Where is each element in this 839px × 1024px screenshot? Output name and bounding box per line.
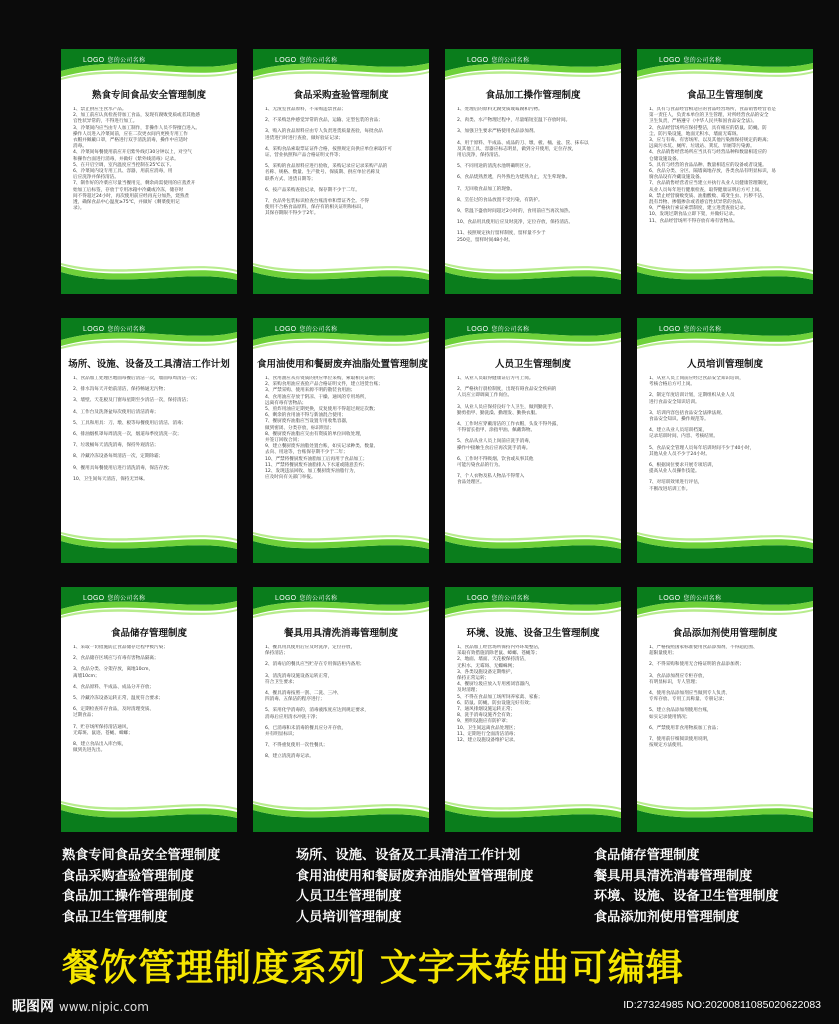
- panel-text-line: 用后洗净，保持清洁。: [457, 153, 503, 159]
- panel-text-line: 间不得超过24小时，再次使用前应经再充分加热，烧熟煮: [73, 193, 190, 199]
- panel-text-line: 6、排油烟机罩每周清洗一次，烟道每季度清洗一次；: [73, 432, 182, 438]
- panel-text-line: 4、食品原料、半成品、成品分开存放；: [73, 684, 155, 690]
- logo-text: LOGO: [83, 595, 105, 602]
- panel-text-line: 4、餐具消毒按照一刮、二洗、三冲、: [265, 691, 342, 697]
- panel-text-line: 后应洗净并保持清洁。: [73, 175, 119, 181]
- panel-text-line: 专库存放、专用工具称量、专册记录；: [649, 697, 728, 703]
- panel-text-line: 8、烹任过的食品放置不受污染，有防护。: [457, 197, 543, 203]
- panel-text-line: 及时清理；: [457, 688, 480, 694]
- company-name-text: 您的公司名称: [683, 58, 722, 64]
- panel-text-line: 5、煎炸用油应定期更换，反复使用不得超过规定次数；: [265, 407, 379, 413]
- panel-text-line: 离墙10cm；: [73, 673, 100, 679]
- panel-title: 食品采购查验管理制度: [293, 90, 389, 101]
- panel-text-line: 腐食品设有冷藏设施设备。: [649, 175, 705, 181]
- panel-text-line: 如实记录使用情况；: [649, 714, 691, 720]
- policy-panel: [61, 318, 237, 563]
- footer-wave-graphic: [445, 254, 621, 294]
- panel-text-line: 3、应与有毒、有害场所、以及其他污染源保持规定的距离；: [649, 138, 772, 144]
- panel-text-line: 尘、防污染设施，地面无积水，墙面无霉斑。: [649, 131, 741, 137]
- panel-text-line: 按规定方法使用。: [649, 743, 686, 749]
- title-list-item: 人员培训管理制度: [296, 909, 402, 925]
- panel-logo: [659, 324, 721, 333]
- panel-text-line: 食品安全知识、操作规范等。: [649, 417, 709, 423]
- panel-text-line: 进货进行时进行查验，做好验证记录；: [265, 135, 344, 141]
- panel-logo: [467, 593, 529, 602]
- panel-text-line: 5、不得在食品加工场所饲养家禽、家畜；: [457, 694, 543, 700]
- panel-text-line: 11、食品经营场所不得存放有毒有害物品。: [649, 218, 738, 224]
- panel-text-line: 符合卫生要求；: [265, 679, 298, 685]
- panel-text-line: 录》。: [73, 206, 85, 212]
- panel-text-line: 12、建立设施设备维护记录。: [457, 738, 518, 744]
- panel-text-line: 6、严禁使用非食用物质加工食品；: [649, 725, 721, 731]
- panel-text-line: 使用不合格食品原料，保存有的相关证明和标识，: [265, 205, 367, 211]
- panel-logo: [659, 55, 721, 64]
- panel-text-line: 11、严禁将餐厨废弃油脂排入下水道或随意丢弃；: [265, 462, 368, 468]
- panel-text-line: 4、使用食品添加剂应当做到专人负责、: [649, 691, 731, 697]
- company-name-text: 您的公司名称: [491, 596, 530, 602]
- panel-logo: [83, 324, 145, 333]
- panel-text-line: 2、严格执行晨检制度，出现有碍食品安全疾病的: [457, 387, 557, 393]
- panel-title: 人员卫生管理制度: [494, 359, 571, 370]
- panel-text-line: 6、防鼠、防蝇、防虫设施完好有效；: [457, 700, 534, 706]
- panel-text-line: 2、地面、墙面、天花板保持清洁，: [457, 657, 529, 663]
- title-list-item: 食品采购查验管理制度: [62, 868, 194, 884]
- panel-text-line: 考核合格后方可上岗。: [649, 382, 695, 388]
- panel-text-line: 1、食品加工处理区地面每餐后清洁一次，墙面每周清洁一次；: [73, 376, 200, 381]
- panel-text-line: 7、对培训效果进行评估，: [649, 480, 703, 486]
- logo-text: LOGO: [275, 57, 297, 64]
- panel-text-line: 应及时向有关部门举报。: [265, 475, 316, 481]
- panel-text-line: 始加工后标签，存放于专用冰箱中冷藏或冷冻，储存时: [73, 187, 184, 193]
- panel-text-line: 5、冷藏冷冻设备运转正常，温度符合要求；: [73, 696, 164, 702]
- panel-title: 熟食专间食品安全管理制度: [91, 90, 206, 101]
- panel-text-line: 不断改进培训工作。: [649, 486, 691, 492]
- company-name-text: 您的公司名称: [107, 596, 146, 602]
- panel-text-line: 4、食品销售经营场所应当具有与经营品种和数量相适应的: [649, 150, 767, 156]
- panel-text-line: 3、培训内容包括食品安全法律法规、: [649, 410, 726, 416]
- title-list-item: 食用油使用和餐厨废弃油脂处置管理制度: [296, 868, 534, 884]
- logo-text: LOGO: [659, 326, 681, 333]
- panel-text-line: 仓储设施设备。: [649, 156, 682, 162]
- company-name-text: 您的公司名称: [491, 327, 530, 333]
- panel-text-line: 5、不同用途的清洗水池明确明区分。: [457, 164, 534, 170]
- panel-text-line: 7、食品外包装标识检查台账清单和票证齐全。不得: [265, 199, 369, 205]
- panel-text-line: 4、工作台及洗涤盆每次使用后清洁消毒；: [73, 409, 159, 415]
- panel-text-line: 和操作台面进行消毒，并做好《紫外线消毒》记录。: [73, 156, 179, 162]
- panel-body: [265, 376, 419, 519]
- panel-text-line: 4、食用油应存放于阴凉、干燥、通风的专用场所，: [265, 394, 369, 400]
- panel-text-line: 保持清洁；: [265, 651, 288, 657]
- footer-wave-graphic: [253, 792, 429, 832]
- panel-text-line: 4、工作时应穿戴清洁的工作衣帽，头发不得外露，: [457, 422, 561, 428]
- panel-logo: [83, 55, 145, 64]
- policy-panel: [637, 49, 813, 294]
- footer-wave-graphic: [253, 254, 429, 294]
- panel-body: [649, 376, 803, 519]
- panel-text-line: 2、消毒后的餐具应当贮存在专用保洁柜内备用；: [265, 662, 365, 668]
- panel-text-line: 9、照明设施应有防护罩；: [457, 719, 511, 725]
- footer-wave-graphic: [445, 792, 621, 832]
- panel-text-line: 7、使用前仔细阅读使用说明，: [649, 737, 712, 743]
- logo-text: LOGO: [83, 326, 105, 333]
- company-name-text: 您的公司名称: [107, 58, 146, 64]
- panel-text-line: 9、严格执行索证索票制度，建立进货查验记录。: [649, 206, 749, 212]
- panel-body: [265, 107, 419, 250]
- panel-text-line: 3、食品分类、分架存放，离地10cm，: [73, 667, 154, 673]
- panel-text-line: 5、食品从业人员上岗前应洗手消毒，: [457, 439, 534, 445]
- panel-text-line: 5、食品安全管理人员每年培训时间不少于40小时，: [649, 445, 755, 451]
- logo-text: LOGO: [467, 57, 489, 64]
- panel-text-line: 1、无渣室食品原料，不采购违禁食品；: [265, 107, 347, 112]
- panel-text-line: 7、食品销售经营者应当建立并执行从业人员健康管理制度，: [649, 181, 772, 187]
- title-list-item: 食品添加剂使用管理制度: [594, 909, 740, 925]
- watermark-brand: 昵图网: [12, 999, 54, 1015]
- panel-text-line: 7、通风排烟设施运转正常；: [457, 707, 516, 713]
- policy-panel: [61, 587, 237, 832]
- company-name-text: 您的公司名称: [683, 596, 722, 602]
- panel-text-line: 10、发现过期食品立即下架，并做好记录。: [649, 212, 738, 218]
- panel-text-line: 采取有效措施消除老鼠、蟑螂、苍蝇等；: [457, 651, 540, 657]
- policy-panel: [61, 49, 237, 294]
- company-name-text: 您的公司名称: [683, 327, 722, 333]
- panel-text-line: 并有明显标识；: [265, 732, 298, 738]
- panel-text-line: 4、冷菜间每餐使用前应开启紫外线灯30分钟以上，对空气: [73, 150, 193, 156]
- logo-text: LOGO: [659, 57, 681, 64]
- panel-text-line: 8、禁止经营腐败变质、油脂酸败、霉变生虫、污秽不洁、: [649, 193, 767, 199]
- title-list-item: 环境、设施、设备卫生管理制度: [594, 889, 779, 904]
- panel-text-line: 勤剪指甲、勤洗澡、勤理发、勤换衣服。: [457, 410, 540, 416]
- panel-text-line: 11、按照规定执行留样制度，留样量不少于: [457, 231, 546, 237]
- panel-text-line: 6、已消毒和未消毒的餐具应分开存放，: [265, 725, 347, 731]
- panel-title: 餐具用具清洗消毒管理制度: [283, 628, 398, 639]
- panel-text-line: 5、在开启空调，室内温度应当控制在25℃以下。: [73, 162, 175, 168]
- policy-panel: [253, 587, 429, 832]
- title-list-col-2: [296, 846, 533, 928]
- panel-text-line: 8、建立清洗消毒记录。: [265, 754, 314, 760]
- policy-panel: [445, 318, 621, 563]
- panel-text-line: 6、食品分类、分区、隔墙离地存放，各类食品有明显标识，易: [649, 169, 776, 175]
- panel-text-line: 2、采购食用油应查验产品合格证明文件，建立进货台账；: [265, 382, 383, 388]
- panel-text-line: 1、采取一切措施防止食品储存过程中被污染；: [73, 645, 168, 650]
- panel-text-line: 3、严禁采购、使用来源不明的散装食用油；: [265, 388, 356, 394]
- logo-text: LOGO: [659, 595, 681, 602]
- panel-text-line: 超限量使用；: [649, 651, 677, 657]
- panel-title: 食用油使用和餐厨废弃油脂处置管理制度: [257, 359, 429, 370]
- panel-text-line: 3、各类设施设备定期维护，: [457, 669, 516, 675]
- panel-text-line: 4、建立从业人员培训档案，: [649, 428, 708, 434]
- panel-text-line: 有明显标识，专人管理；: [649, 679, 700, 685]
- panel-text-line: 四消毒、五保洁的程序进行；: [265, 697, 325, 703]
- panel-logo: [275, 593, 337, 602]
- panel-text-line: 5、具有与经营的食品品种、数量相适应的设备或者设施。: [649, 162, 767, 168]
- panel-text-line: 8、冷藏冷冻设备每周清洁一次，定期除霜；: [73, 454, 164, 460]
- panel-text-line: 5、采用化学消毒的，消毒液浓度应达到规定要求，: [265, 708, 369, 714]
- panel-text-line: 3、清洗消毒设施设备运转正常，: [265, 673, 333, 679]
- panel-text-line: 1、禁止供应生食水产品。: [73, 107, 127, 112]
- panel-logo: [659, 593, 721, 602]
- panel-text-line: 3、墙壁、天花板及门窗每星期至少清洁一次，保持清洁；: [73, 398, 191, 404]
- panel-text-line: 9、常温下盛放时间超过2小时的，食用前应当再次加热。: [457, 209, 574, 215]
- panel-text-line: 透，确保食品中心温度≥75℃，并做好《剩菜使用记: [73, 200, 180, 206]
- policy-panel: [445, 587, 621, 832]
- title-list-item: 餐具用具清洗消毒管理制度: [594, 868, 753, 884]
- panel-text-line: 1、处理后的原料无腐变质或霉腐和污物。: [457, 107, 543, 112]
- panel-body: [73, 376, 227, 519]
- panel-text-line: 食品处理区。: [457, 480, 485, 486]
- panel-title: 人员培训管理制度: [686, 359, 763, 370]
- panel-logo: [467, 324, 529, 333]
- panel-text-line: 进行食品安全知识培训。: [649, 399, 700, 405]
- panel-text-line: 10、食品用具使用后应及时洗净，定位存放，保持清洁。: [457, 220, 574, 226]
- panel-text-line: 3、食品添加剂应专柜存放，: [649, 673, 708, 679]
- panel-text-line: 消毒。: [73, 144, 87, 150]
- footer-wave-graphic: [637, 523, 813, 563]
- title-list-item: 食品储存管理制度: [594, 848, 700, 863]
- panel-title: 食品储存管理制度: [110, 628, 187, 639]
- panel-text-line: 6、定期检查库存食品，及时清理变质、: [73, 707, 155, 713]
- panel-text-line: 混有异物、掺假掺杂或者感官性状异常的食品。: [649, 200, 746, 206]
- panel-text-line: 远离有毒有害物品；: [265, 400, 307, 406]
- panel-text-line: 5、工具和用具：刀、墩、板等每餐使用后清洁、消毒；: [73, 420, 187, 426]
- panel-title: 食品加工操作管理制度: [485, 90, 581, 101]
- panel-text-line: 并签订回收合同；: [265, 438, 302, 444]
- panel-text-line: 2、食品经营场所应保持整洁，具有相应的防鼠、防蝇、防: [649, 125, 767, 131]
- title-list-col-1: [62, 846, 220, 928]
- panel-text-line: 11、定期进行全面清洁消毒；: [457, 731, 518, 737]
- logo-text: LOGO: [467, 326, 489, 333]
- panel-text-line: 2、不采购急仲感觉异常的食品，运输、定型包装的食品；: [265, 118, 383, 124]
- panel-logo: [83, 593, 145, 602]
- panel-text-line: 7、制作好的冷菜应尽量当餐用完，剩余尚需使用的应蒸煮开: [73, 181, 196, 187]
- panel-text-line: 远离污水坑、厕所、垃圾站、粪坑、旱厕等污染源。: [649, 144, 755, 150]
- panel-text-line: 7、个人衣物及私人物品不得带入: [457, 474, 525, 480]
- panel-text-line: 1、从业人员上岗前应经过食品安全知识培训，: [649, 376, 744, 381]
- panel-text-line: 名称、规格、数量、生产批号、保质期、供应单位名称及: [265, 170, 380, 176]
- panel-text-line: 1、食用油应从有资质的供应单位采购，索取相关证明；: [265, 376, 379, 381]
- footer-wave-graphic: [253, 523, 429, 563]
- panel-text-line: 衣帽并佩戴口罩，严格进行双手清洗消毒，操作中应适时: [73, 138, 188, 144]
- panel-text-line: 7、餐厨废弃油脂应当设置专用收集容器，: [265, 419, 351, 425]
- panel-text-line: 4、采购食品索取票证证件合格，按照规定向供应单位索取许可: [265, 146, 392, 152]
- panel-text-line: 250克，留样时间48小时。: [457, 237, 513, 243]
- policy-panel: [253, 49, 429, 294]
- panel-text-line: 9、餐用具每餐使用后进行清洗消毒，保洁存放；: [73, 465, 173, 471]
- footer-wave-graphic: [61, 792, 237, 832]
- panel-text-line: 7、贮存场所保持清洁通风，: [73, 724, 132, 730]
- policy-panel: [253, 318, 429, 563]
- title-list-item: 人员卫生管理制度: [296, 889, 402, 904]
- title-list-item: 食品卫生管理制度: [62, 909, 168, 925]
- logo-text: LOGO: [275, 595, 297, 602]
- panel-text-line: 无霉斑、鼠迹、苍蝇、蟑螂；: [73, 730, 133, 736]
- panel-text-line: 官性状异常的，不得进行加工。: [73, 119, 138, 125]
- panel-text-line: 可能污染食品的行为。: [457, 463, 503, 469]
- panel-text-line: 6、食品烧熟煮透，内外熟色为烧熟为止，无生荤现象。: [457, 175, 571, 181]
- logo-text: LOGO: [467, 595, 489, 602]
- panel-text-line: 证、营业执照和产品合格证明文件等；: [265, 153, 344, 159]
- panel-text-line: 3、从业人员应保持良好个人卫生，做到勤洗手、: [457, 404, 557, 410]
- panel-body: [457, 376, 611, 519]
- panel-text-line: 其他从业人员不少于24小时。: [649, 451, 710, 457]
- footer-wave-graphic: [445, 523, 621, 563]
- panel-text-line: 1、严格按照国家标准使用食品添加剂，不得超范围、: [649, 645, 758, 650]
- panel-text-line: 无积水、无霉斑、无蜘蛛网；: [457, 663, 517, 669]
- panel-title: 食品卫生管理制度: [686, 90, 763, 101]
- panel-text-line: 6、冷菜间内设专用工具、容器，用前应消毒，用: [73, 169, 173, 175]
- panel-body: [649, 107, 803, 250]
- watermark-site: www.nipic.com: [58, 1000, 149, 1014]
- panel-text-line: 2、肉类、水产物理过程中，尽量缩短室温下存放时间。: [457, 118, 571, 124]
- panel-text-line: 1、餐具用具使用后应及时洗净，定位存放，: [265, 645, 356, 650]
- panel-text-line: 8、建立食品出入库台账，: [73, 742, 127, 748]
- panel-title: 食品添加剂使用管理制度: [672, 628, 778, 639]
- panel-text-line: 6、剩余的食用油不得与新油混合使用；: [265, 413, 347, 419]
- panel-text-line: 操作人员进入冷菜间前，应在二次更衣间内更换专用工作: [73, 131, 188, 137]
- panel-text-line: 9、建立餐厨废弃油脂处置台账，如实记录种类、数量、: [265, 444, 379, 450]
- panel-text-line: 保持正常运转；: [457, 676, 490, 682]
- logo-text: LOGO: [275, 326, 297, 333]
- panel-title: 场所、设施、设备及工具清洁工作计划: [68, 359, 230, 370]
- title-list-item: 食品加工操作管理制度: [62, 889, 194, 904]
- panel-text-line: 其保存期限不得少于2年。: [265, 211, 319, 217]
- panel-text-line: 7、无回收食品加工的现象。: [457, 186, 516, 192]
- panel-text-line: 2、食品储存区域应与有毒有害物品隔离；: [73, 656, 159, 662]
- panel-body: [265, 645, 419, 788]
- panel-logo: [275, 55, 337, 64]
- footer-wave-graphic: [637, 254, 813, 294]
- footer-wave-graphic: [61, 254, 237, 294]
- panel-text-line: 7、垃圾桶每天清洗消毒，保持外观清洁；: [73, 443, 159, 449]
- panel-text-line: 12、发现违法回收、加工餐厨废弃油脂行为，: [265, 469, 359, 475]
- panel-text-line: 消毒后应用清水冲洗干净；: [265, 714, 321, 720]
- panel-text-line: 1、具有与食品经营相适应的食品经营场所，食品销售经营者是: [649, 107, 776, 112]
- title-list-item: 熟食专间食品安全管理制度: [62, 848, 221, 863]
- panel-text-line: 4、用于原料、半成品、成品的刀、墩、板、桶、盆、筐、抹布以: [457, 140, 589, 146]
- panel-text-line: 7、不得重复使用一次性餐具；: [265, 743, 328, 749]
- title-list-col-3: [594, 846, 779, 928]
- panel-text-line: 6、工作时不得吸烟、饮食或从事其他: [457, 456, 534, 462]
- panel-body: [73, 645, 227, 788]
- company-name-text: 您的公司名称: [107, 327, 146, 333]
- panel-text-line: 10、卫生间远离食品处理区；: [457, 725, 518, 731]
- panel-logo: [275, 324, 337, 333]
- logo-text: LOGO: [83, 57, 105, 64]
- footer-wave-graphic: [61, 523, 237, 563]
- panel-text-line: 10、卫生间每天清洁，保持无异味。: [73, 476, 148, 482]
- panel-body: [649, 645, 803, 788]
- panel-title: 环境、设施、设备卫生管理制度: [466, 628, 600, 639]
- panel-text-line: 卫生负责，严格遵守《中华人民共和国食品安全法》。: [649, 119, 757, 125]
- company-name-text: 您的公司名称: [491, 58, 530, 64]
- policy-panel: [637, 587, 813, 832]
- panel-text-line: 6、按产品采购查验记录，保存期不少于二年。: [265, 187, 360, 193]
- panel-text-line: 10、严禁将餐厨废弃油脂加工后再用于食品加工；: [265, 456, 368, 462]
- panel-body: [73, 107, 227, 250]
- panel-text-line: 6、根据岗位要求开展专项培训，: [649, 463, 717, 469]
- panel-text-line: 提高从业人员操作技能。: [649, 469, 700, 475]
- panel-text-line: 8、餐厨废弃油脂应交由有资质的单位回收处理，: [265, 431, 365, 437]
- panel-text-line: 1、从业人员取得健康证后方可上岗。: [457, 376, 534, 381]
- panel-text-line: 做到密闭、分类存放，标识明显；: [265, 425, 334, 431]
- company-name-text: 您的公司名称: [299, 596, 338, 602]
- panel-text-line: 5、建立食品添加剂使用台账，: [649, 708, 712, 714]
- slogan-banner: 餐饮管理制度系列 文字未转曲可编辑: [62, 946, 684, 989]
- panel-text-line: 操作中接触生食后应再次洗手消毒。: [457, 445, 531, 451]
- policy-panel: [637, 318, 813, 563]
- panel-body: [457, 645, 611, 788]
- panel-text-line: 不得留长指甲、涂指甲油、佩戴饰物。: [457, 428, 536, 434]
- panel-text-line: 5、采购的食品原料应进行验收，采购记录应记录采购产品的: [265, 164, 388, 170]
- panel-text-line: 2、加工前应认真检查待加工食品，发现有腐败变质或者其他感: [73, 113, 200, 119]
- panel-body: [457, 107, 611, 250]
- panel-text-line: 做到先进先出。: [73, 748, 106, 754]
- watermark: [12, 996, 149, 1016]
- panel-text-line: 记录培训时间、内容、考核结果。: [649, 434, 718, 440]
- panel-text-line: 去向、用途等，台账保存期不少于二年；: [265, 450, 348, 456]
- panel-text-line: 3、购入的食品原料应由专人负责进货质量查验，每批食品: [265, 129, 383, 135]
- panel-text-line: 人员应立即调离工作岗位。: [457, 393, 513, 399]
- panel-text-line: 2、不得采购和使用无合格证明的食品添加剂；: [649, 662, 744, 668]
- panel-text-line: 3、加强卫生要求严格使用食品添加剂。: [457, 129, 539, 135]
- panel-logo: [467, 55, 529, 64]
- panel-text-line: 联系方式、进货日期等；: [265, 176, 316, 182]
- panel-text-line: 第一责任人，负责本单位的卫生管理，对所经营食品的安全: [649, 113, 769, 119]
- company-name-text: 您的公司名称: [299, 327, 338, 333]
- panel-text-line: 4、餐厨垃圾应放入专用密闭容器内，: [457, 682, 534, 688]
- panel-text-line: 1、食品加工经营场所保持内外环境整洁，: [457, 645, 543, 650]
- panel-text-line: 过期食品；: [73, 713, 96, 719]
- policy-panel: [445, 49, 621, 294]
- panel-text-line: 从业人员每年进行健康检查，取得健康证明后方可上岗。: [649, 187, 764, 193]
- title-list-item: 场所、设施、设备及工具清洁工作计划: [296, 848, 521, 863]
- panel-text-line: 及其他工具、容器应标志明显，做到分开使用，定位存放，: [457, 146, 577, 152]
- footer-wave-graphic: [637, 792, 813, 832]
- image-id-line: ID:27324985 NO:20200811085020622083: [623, 999, 821, 1011]
- panel-text-line: 2、排水沟每天开始前清洁，保持畅通无污物；: [73, 387, 168, 393]
- company-name-text: 您的公司名称: [299, 58, 338, 64]
- panel-text-line: 3、冷菜间内应当由专人加工制作，非操作人员不得擅自进入。: [73, 125, 200, 131]
- panel-text-line: 2、制定年度培训计划，定期组织从业人员: [649, 393, 735, 399]
- panel-text-line: 8、洗手消毒设施齐全有效；: [457, 713, 516, 719]
